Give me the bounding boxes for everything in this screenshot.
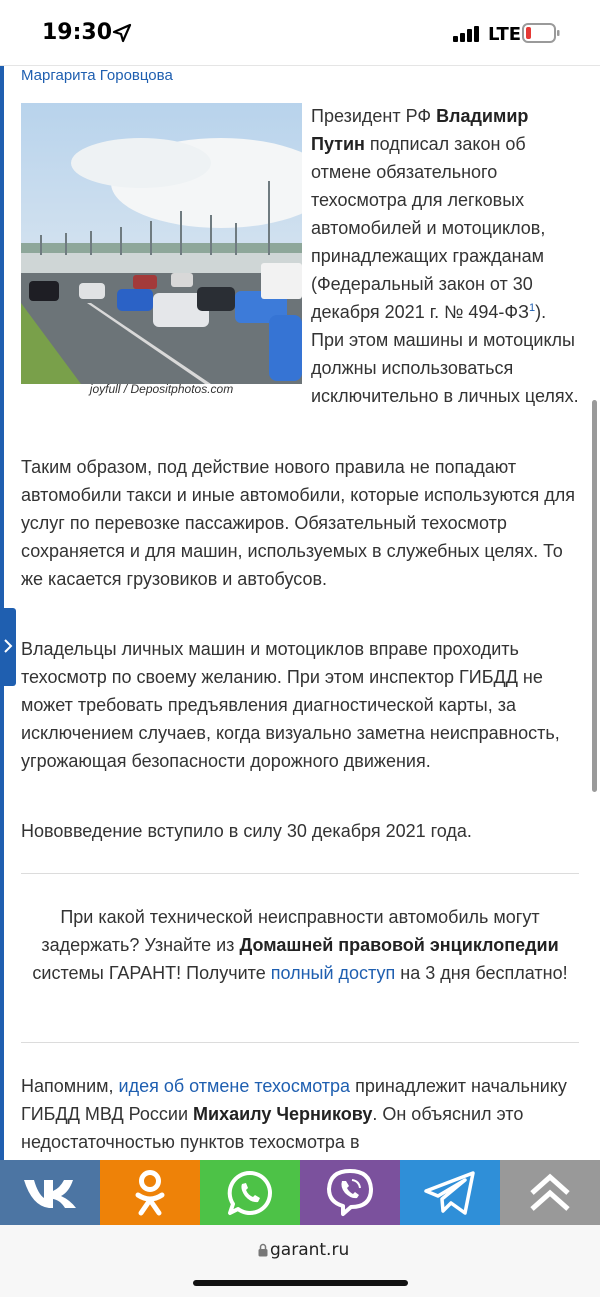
photo-spacer [21, 102, 311, 438]
lead-paragraph [21, 102, 579, 438]
article-author-link[interactable]: Маргарита Горовцова [21, 67, 173, 84]
share-bar [0, 1160, 600, 1225]
idea-link[interactable]: идея об отмене техосмотра [118, 1076, 351, 1096]
chevron-right-icon [3, 638, 13, 654]
status-time: 19:30 [42, 20, 113, 45]
lead-text-2: подписал закон об отмене обязательного техосмотра для легковых автомобилей и мотоциклов, принадлежащих гражданам (Федеральный закон от 30 декабря 2021 г. № 494-ФЗ [311, 134, 546, 322]
share-vk-button[interactable] [0, 1160, 100, 1225]
network-type: LTE [488, 24, 522, 45]
footnote-link[interactable]: 1 [528, 302, 536, 314]
share-telegram-button[interactable] [400, 1160, 500, 1225]
p5-text-1: Напомним, [21, 1076, 119, 1096]
paragraph-5 [21, 1072, 579, 1156]
status-bar [0, 0, 600, 66]
share-whatsapp-button[interactable] [200, 1160, 300, 1225]
p5-text-2: принадлежит начальнику ГИБДД МВД России [21, 1076, 567, 1124]
promo-encyclopedia-name: Домашней правовой энциклопедии [239, 935, 559, 955]
official-name: Михаилу Черникову [193, 1104, 373, 1124]
share-viber-button[interactable] [300, 1160, 400, 1225]
double-chevron-up-icon [528, 1173, 572, 1213]
battery-low-icon [522, 23, 560, 43]
share-odnoklassniki-button[interactable] [100, 1160, 200, 1225]
photo-caption: joyfull / Depositphotos.com [89, 382, 234, 396]
promo-text-1: При какой технической неисправности автомобиль могут задержать? Узнайте из [41, 907, 540, 955]
lock-icon [258, 1243, 268, 1257]
promo-block [21, 903, 579, 987]
full-access-link[interactable]: полный доступ [270, 963, 396, 983]
paragraph-3: Владельцы личных машин и мотоциклов вправе проходить техосмотр по своему желанию. При этом инспектор ГИБДД не может требовать предъявления диагностической карты, за исключением случаев, когда визуально заметна неисправность, угрожающая безопасности дорожного движения. [21, 639, 560, 771]
p5-text-3: . Он объяснил это недостаточностью пунктов техосмотра в [21, 1104, 524, 1152]
page-scrollbar[interactable] [592, 400, 597, 792]
side-panel-toggle[interactable] [0, 608, 16, 686]
divider [21, 873, 579, 874]
vk-icon [22, 1176, 78, 1210]
promo-text-2: системы ГАРАНТ! Получите [32, 963, 271, 983]
odnoklassniki-icon [133, 1169, 167, 1217]
location-arrow-icon [112, 23, 132, 43]
home-indicator[interactable] [193, 1280, 408, 1286]
lead-text-1: Президент РФ [311, 106, 437, 126]
divider [21, 1042, 579, 1043]
scroll-to-top-button[interactable] [500, 1160, 600, 1225]
whatsapp-icon [226, 1169, 274, 1217]
paragraph-2: Таким образом, под действие нового правила не попадают автомобили такси и иные автомобили, которые используются для услуг по перевозке пассажиров. Обязательный техосмотр сохраняется и для машин, используемых в служебных целях. То же касается грузовиков и автобусов. [21, 457, 575, 589]
viber-icon [324, 1167, 376, 1219]
paragraph-4: Нововведение вступило в силу 30 декабря 2021 года. [21, 821, 472, 841]
lead-text-3: ). При этом машины и мотоциклы должны использоваться исключительно в личных целях. [311, 302, 579, 406]
signal-bars-icon [453, 26, 481, 42]
promo-text-3: на 3 дня бесплатно! [395, 963, 568, 983]
telegram-icon [423, 1170, 477, 1216]
browser-url-bar[interactable] [0, 1225, 600, 1297]
url-text[interactable]: garant.ru [270, 1240, 350, 1260]
president-name: Владимир Путин [311, 106, 529, 154]
